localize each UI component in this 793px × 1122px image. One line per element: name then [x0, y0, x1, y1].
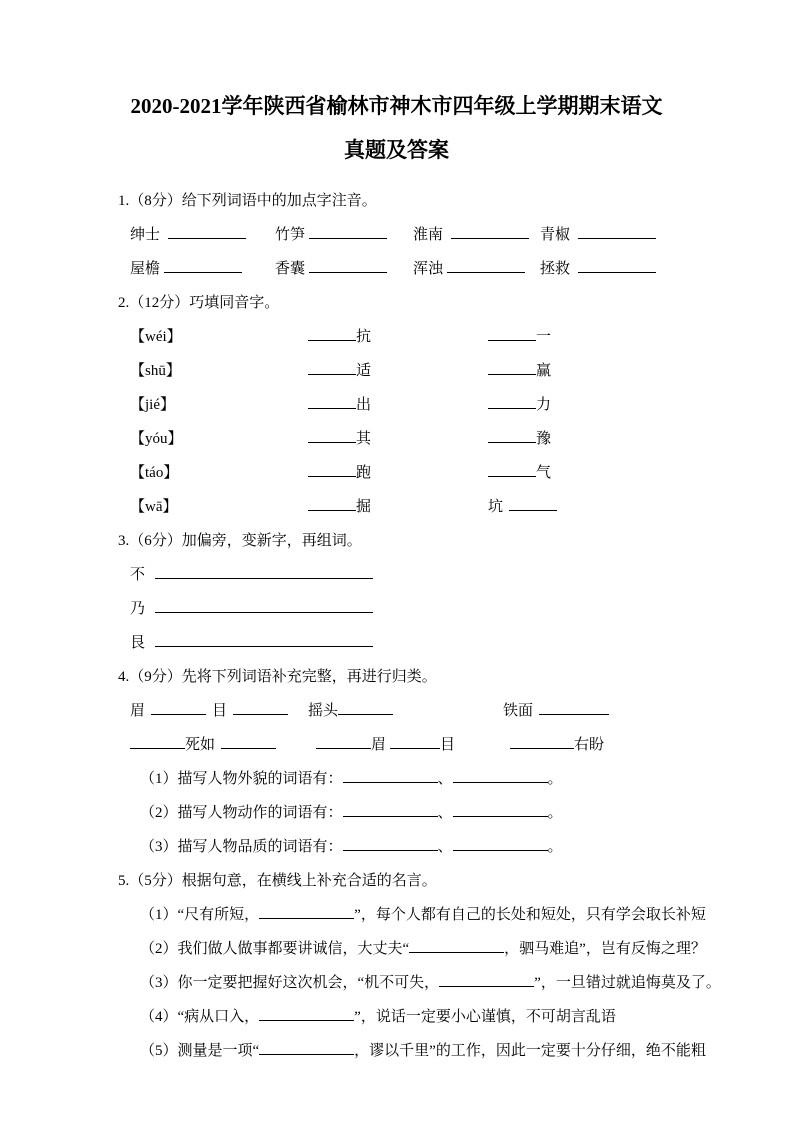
- q5-item: [118, 898, 765, 932]
- answer-blank: [259, 1039, 354, 1055]
- answer-blank: [488, 359, 536, 375]
- fill-item: [308, 456, 488, 490]
- sentence-pre: （5）测量是一项“: [140, 1043, 260, 1059]
- q2-row: [118, 490, 765, 524]
- answer-blank: [308, 359, 356, 375]
- given-char: 适: [356, 363, 372, 379]
- pinyin-bracket-label: 【wéi】: [130, 329, 182, 345]
- answer-blank: [130, 733, 185, 749]
- fill-item: [488, 397, 551, 413]
- answer-blank: [488, 461, 536, 477]
- answer-blank: [308, 393, 356, 409]
- word-item: [540, 218, 656, 252]
- given-char: 掘: [356, 499, 372, 515]
- pinyin-blank: [447, 257, 525, 273]
- given-char: 抗: [356, 329, 372, 345]
- answer-blank: [155, 631, 373, 647]
- title-line-2: 真题及答案: [344, 138, 449, 162]
- q5-item: [118, 932, 765, 966]
- idiom-part: 铁面: [503, 703, 534, 719]
- answer-blank: [488, 325, 536, 341]
- pinyin-blank: [309, 257, 387, 273]
- word-item: [130, 252, 275, 286]
- answer-blank: [509, 495, 557, 511]
- pinyin-blank: [578, 257, 656, 273]
- answer-blank: [439, 971, 534, 987]
- classify-label: （3）描写人物品质的词语有：: [140, 839, 343, 855]
- answer-blank: [308, 427, 356, 443]
- q1-word-row-1: [118, 218, 765, 252]
- pinyin-blank: [168, 223, 246, 239]
- q4-classify-item: [118, 830, 765, 864]
- pinyin-blank: [309, 223, 387, 239]
- sentence-post: ”，一旦错过就追悔莫及了。: [534, 975, 721, 991]
- answer-blank: [488, 427, 536, 443]
- answer-blank: [453, 801, 548, 817]
- word-text: 淮南: [413, 227, 444, 243]
- answer-blank: [155, 563, 373, 579]
- q4-classify-item: [118, 762, 765, 796]
- answer-blank: [308, 461, 356, 477]
- period-char: 。: [547, 839, 563, 855]
- pinyin-blank: [578, 223, 656, 239]
- sentence-pre: （4）“病从口入，: [140, 1009, 260, 1025]
- answer-blank: [539, 699, 609, 715]
- answer-blank: [343, 835, 438, 851]
- pinyin-bracket-label: 【shū】: [130, 363, 181, 379]
- answer-blank: [488, 393, 536, 409]
- answer-blank: [259, 903, 354, 919]
- answer-blank: [221, 733, 276, 749]
- sentence-pre: （1）“尺有所短，: [140, 907, 260, 923]
- answer-blank: [259, 1005, 354, 1021]
- word-text: 拯救: [540, 261, 571, 277]
- answer-blank: [390, 733, 440, 749]
- idiom-part: 眉: [371, 737, 387, 753]
- given-char: 其: [356, 431, 372, 447]
- pinyin-bracket-label: 【wā】: [130, 499, 178, 515]
- base-char: 乃: [130, 601, 146, 617]
- q4-idiom-row-1: [118, 694, 765, 728]
- separator-char: 、: [437, 805, 453, 821]
- q2-row: [118, 320, 765, 354]
- given-char: 跑: [356, 465, 372, 481]
- fill-item: [488, 363, 551, 379]
- answer-blank: [155, 597, 373, 613]
- given-char: 一: [536, 329, 552, 345]
- word-text: 香囊: [275, 261, 306, 277]
- answer-blank: [510, 733, 574, 749]
- q4-classify-item: [118, 796, 765, 830]
- given-char: 气: [536, 465, 552, 481]
- fill-item: [308, 354, 488, 388]
- fill-item: [308, 490, 488, 524]
- fill-item: [488, 499, 557, 515]
- given-char: 坑: [488, 499, 504, 515]
- q1-prompt: 1.（8分）给下列词语中的加点字注音。: [118, 193, 377, 209]
- pinyin-blank: [164, 257, 242, 273]
- fill-item: [488, 431, 551, 447]
- word-text: 青椒: [540, 227, 571, 243]
- q5-item: [118, 966, 765, 1000]
- q4-prompt: 4.（9分）先将下列词语补充完整，再进行归类。: [118, 669, 437, 685]
- word-item: [130, 218, 275, 252]
- sentence-post: ，驷马难追”，岂有反悔之理？: [504, 941, 706, 957]
- separator-char: 、: [437, 771, 453, 787]
- answer-blank: [308, 325, 356, 341]
- q2-prompt: 2.（12分）巧填同音字。: [118, 295, 280, 311]
- answer-blank: [343, 767, 438, 783]
- answer-blank: [316, 733, 371, 749]
- period-char: 。: [547, 805, 563, 821]
- sentence-pre: （3）你一定要把握好这次机会，“机不可失，: [140, 975, 440, 991]
- word-text: 浑浊: [413, 261, 444, 277]
- title-line-1: 2020-2021学年陕西省榆林市神木市四年级上学期期末语文: [130, 94, 663, 118]
- pinyin-blank: [451, 223, 529, 239]
- answer-blank: [453, 835, 548, 851]
- period-char: 。: [547, 771, 563, 787]
- idiom-part: 目: [440, 737, 456, 753]
- q5-prompt: 5.（5分）根据句意，在横线上补充合适的名言。: [118, 873, 437, 889]
- pinyin-bracket-label: 【jié】: [130, 397, 175, 413]
- fill-item: [488, 465, 551, 481]
- q2-row: [118, 354, 765, 388]
- classify-label: （1）描写人物外貌的词语有：: [140, 771, 343, 787]
- word-item: [540, 252, 656, 286]
- answer-blank: [151, 699, 206, 715]
- answer-blank: [338, 699, 393, 715]
- q5-item: [118, 1000, 765, 1034]
- given-char: 豫: [536, 431, 552, 447]
- q2-row: [118, 422, 765, 456]
- given-char: 力: [536, 397, 552, 413]
- q4-idiom-row-2: [118, 728, 765, 762]
- idiom-part: 右盼: [574, 737, 605, 753]
- pinyin-bracket-label: 【yóu】: [130, 431, 183, 447]
- fill-item: [488, 329, 551, 345]
- fill-item: [308, 422, 488, 456]
- given-char: 赢: [536, 363, 552, 379]
- fill-item: [308, 388, 488, 422]
- word-item: [275, 252, 413, 286]
- q5-item: [118, 1034, 765, 1068]
- answer-blank: [308, 495, 356, 511]
- answer-blank: [453, 767, 548, 783]
- classify-label: （2）描写人物动作的词语有：: [140, 805, 343, 821]
- word-text: 屋檐: [130, 261, 161, 277]
- sentence-post: ”，每个人都有自己的长处和短处，只有学会取长补短: [354, 907, 706, 923]
- word-text: 竹笋: [275, 227, 306, 243]
- idiom-part: 摇头: [308, 703, 339, 719]
- separator-char: 、: [437, 839, 453, 855]
- fill-item: [308, 320, 488, 354]
- pinyin-bracket-label: 【táo】: [130, 465, 179, 481]
- q3-row: [118, 592, 765, 626]
- q2-row: [118, 388, 765, 422]
- given-char: 出: [356, 397, 372, 413]
- exam-content: [0, 184, 793, 1068]
- q3-row: [118, 626, 765, 660]
- word-item: [413, 218, 540, 252]
- q3-prompt: 3.（6分）加偏旁，变新字，再组词。: [118, 533, 362, 549]
- answer-blank: [343, 801, 438, 817]
- document-title: [0, 0, 793, 172]
- sentence-post: ”，说话一定要小心谨慎，不可胡言乱语: [354, 1009, 616, 1025]
- idiom-part: 眉: [130, 703, 146, 719]
- word-item: [275, 218, 413, 252]
- idiom-part: 死如: [185, 737, 216, 753]
- base-char: 艮: [130, 635, 146, 651]
- word-item: [413, 252, 540, 286]
- word-text: 绅士: [130, 227, 161, 243]
- base-char: 不: [130, 567, 146, 583]
- answer-blank: [409, 937, 504, 953]
- answer-blank: [233, 699, 288, 715]
- q2-row: [118, 456, 765, 490]
- idiom-part: 目: [212, 703, 228, 719]
- sentence-pre: （2）我们做人做事都要讲诚信，大丈夫“: [140, 941, 410, 957]
- q1-word-row-2: [118, 252, 765, 286]
- sentence-post: ，谬以千里”的工作，因此一定要十分仔细，绝不能粗: [354, 1043, 706, 1059]
- q3-row: [118, 558, 765, 592]
